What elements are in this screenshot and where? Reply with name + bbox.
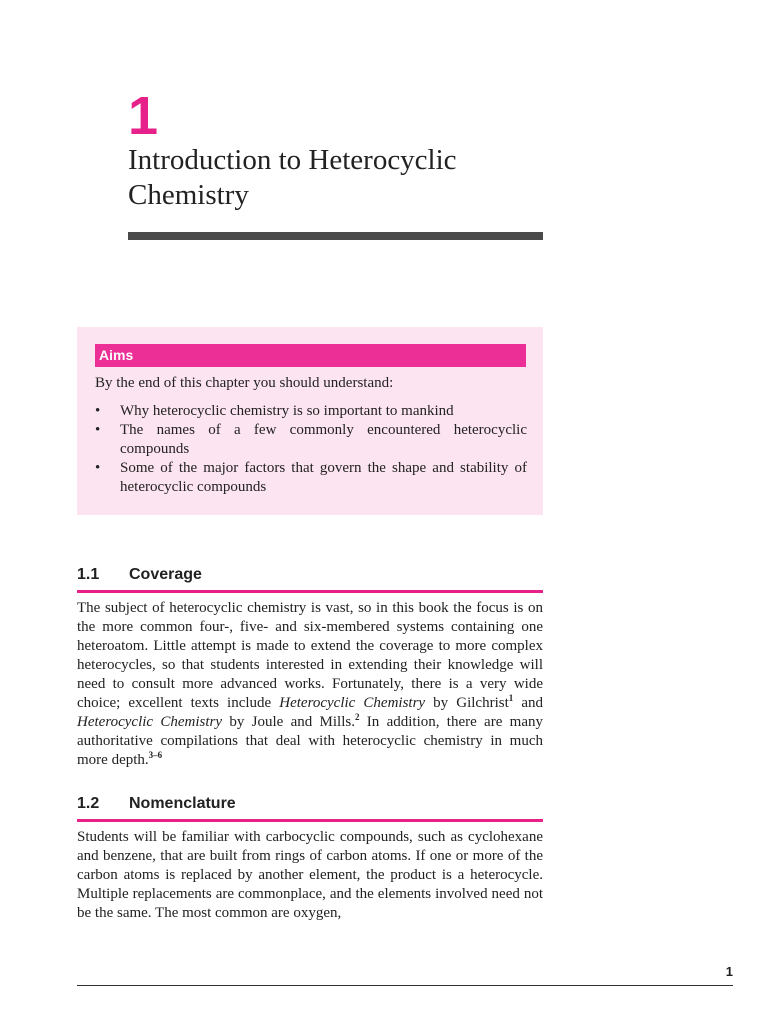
text-run: by Joule and Mills. (222, 714, 355, 730)
section-number: 1.2 (77, 795, 100, 812)
reference-marker: 3–6 (148, 750, 163, 760)
text-run: In addition, there are many authoritative compilations that deal with heterocyclic chemistry in much more depth. (77, 714, 543, 768)
page-number: 1 (725, 964, 733, 979)
section-rule (77, 590, 543, 593)
aims-item-text: Why heterocyclic chemistry is so important to mankind (120, 403, 454, 419)
footer-rule (77, 985, 733, 986)
book-title: Heterocyclic Chemistry (77, 714, 223, 730)
bullet-icon: • (95, 422, 101, 438)
aims-box (77, 327, 543, 515)
section-rule (77, 819, 543, 822)
reference-marker: 1 (508, 693, 514, 703)
list-item (95, 459, 527, 497)
chapter-title: Introduction to Heterocyclic Chemistry (128, 144, 457, 211)
list-item (95, 402, 527, 421)
text-run: by Gilchrist (425, 695, 509, 711)
aims-item-text: The names of a few commonly encountered heterocyclic compounds (120, 422, 527, 457)
section-heading-nomenclature (77, 794, 543, 814)
aims-heading: Aims (95, 344, 526, 367)
section-title: Nomenclature (129, 795, 236, 812)
section-number: 1.1 (77, 566, 100, 583)
aims-item-text: Some of the major factors that govern the shape and stability of heterocyclic compounds (120, 460, 527, 495)
book-title: Heterocyclic Chemistry (279, 695, 426, 711)
bullet-icon: • (95, 403, 101, 419)
aims-intro: By the end of this chapter you should understand: (95, 375, 394, 391)
list-item (95, 421, 527, 459)
title-rule (128, 232, 543, 240)
section-title: Coverage (129, 566, 202, 583)
chapter-number: 1 (128, 86, 159, 146)
section-heading-coverage (77, 565, 543, 585)
aims-list (95, 402, 527, 497)
coverage-paragraph (77, 599, 543, 770)
nomenclature-paragraph: Students will be familiar with carbocyclic compounds, such as cyclohexane and benzene, that are built from rings of carbon atoms. If one or more of the carbon atoms is replaced by another element, the product is a heterocycle. Multiple replacements are commonplace, and the elements involved need not be the same. The most common are oxygen, (77, 829, 543, 921)
reference-marker: 2 (354, 712, 360, 722)
bullet-icon: • (95, 460, 101, 476)
text-run: The subject of heterocyclic chemistry is vast, so in this book the focus is on the more common four-, five- and six-membered systems containing one heteroatom. Little attempt is made to extend the coverage to more complex heterocycles, so that students interested in extending their knowledge will need to consult more advanced works. Fortunately, there is a very wide choice; excellent texts include (77, 600, 543, 711)
text-run: and (513, 695, 543, 711)
